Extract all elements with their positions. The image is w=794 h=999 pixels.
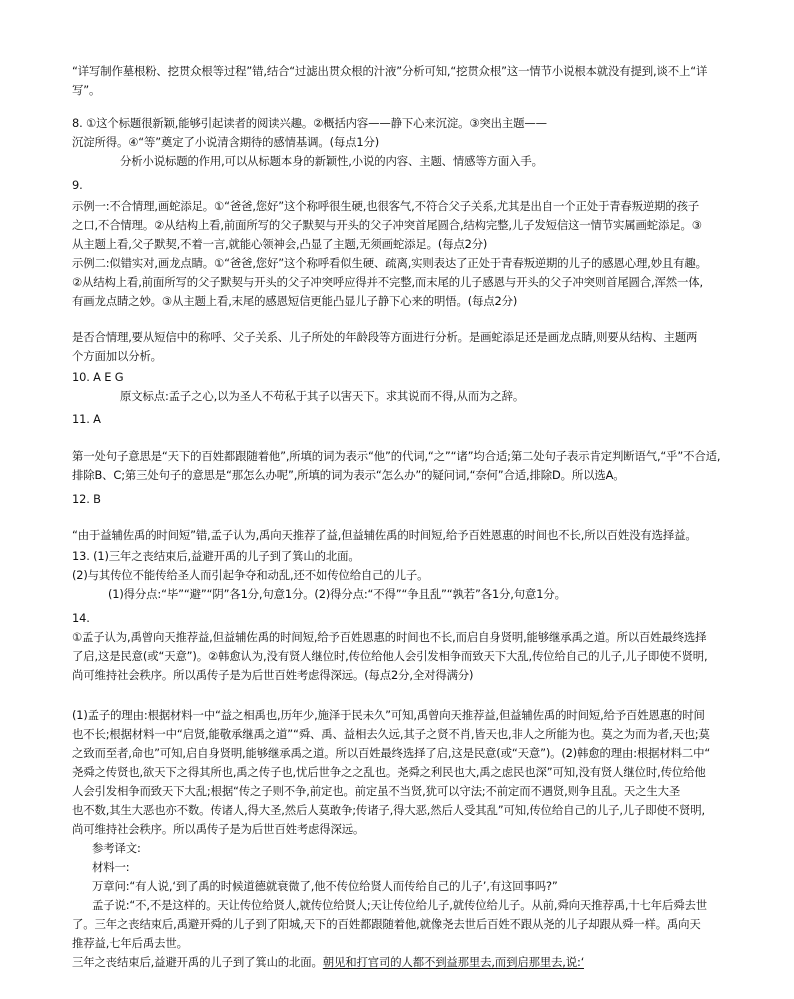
text-line: 也不长;根据材料一中“启贤,能敬承继禹之道”“舜、禹、益相去久远,其子之贤不肖,皆天也,非人之所能为也。莫之为而为者,天也;莫 xyxy=(72,727,710,741)
text-line: 之致而至者,命也”可知,启自身贤明,能够继承禹之道。所以百姓最终选择了启,这是民意(或“天意”)。(2)韩愈的理由:根据材料二中“ xyxy=(72,746,711,760)
text-line: 写”。 xyxy=(72,83,101,97)
text-line: 沉淀所得。④“等”奠定了小说清含期待的感情基调。(每点1分) xyxy=(72,135,380,149)
text-line: 万章问:“有人说,‘到了禹的时候道德就衰微了,他不传位给贤人而传给自己的儿子’,有这回事吗?” xyxy=(92,879,558,893)
text-line: 参考译文: xyxy=(92,841,141,855)
text-line: (1)得分点:“毕”“避”“阴”各1分,句意1分。(2)得分点:“不得”“争且乱”“孰若”各1分,句意1分。 xyxy=(108,587,566,601)
text-line: 也不数,其生大恶也亦不数。传诸人,得大圣,然后人莫敢争;传诸子,得大恶,然后人受其乱”可知,传位给自己的儿子,儿子即使不贤明, xyxy=(72,803,705,817)
text-line: 是否合情理,要从短信中的称呼、父子关系、儿子所处的年龄段等方面进行分析。是画蛇添足还是画龙点睛,则要从结构、主题两 xyxy=(72,330,698,344)
text-line: 原文标点:孟子之心,以为圣人不苟私于其子以害天下。求其说而不得,从而为之辞。 xyxy=(120,389,525,403)
text-line: (2)与其传位不能传给圣人而引起争夺和动乱,还不如传位给自己的儿子。 xyxy=(72,568,429,582)
text-line: 示例二:似错实对,画龙点睛。①“爸爸,您好”这个称呼看似生硬、疏离,实则表达了正处于青春叛逆期的儿子的感恩心理,妙且有趣。 xyxy=(72,256,707,270)
text-segment: 三年之丧结束后,益避开禹的儿子到了箕山的北面。 xyxy=(72,955,323,969)
text-line: (1)孟子的理由:根据材料一中“益之相禹也,历年少,施泽于民未久”可知,禹曾向天推荐益,但益辅佐禹的时间短,给予百姓恩惠的时间 xyxy=(72,708,705,722)
text-line: 分析小说标题的作用,可以从标题本身的新颖性,小说的内容、主题、情感等方面入手。 xyxy=(120,154,543,168)
text-line: 了启,这是民意(或“天意”)。②韩愈认为,没有贤人继位时,传位给他人会引发相争而致天下大乱,传位给自己的儿子,儿子即使不贤明, xyxy=(72,649,708,663)
text-line: 9. xyxy=(72,178,83,192)
text-line: 从主题上看,父子默契,不着一言,就能心领神会,凸显了主题,无须画蛇添足。(每点2分) xyxy=(72,237,488,251)
text-line: 排除B、C;第三处句子的意思是“那怎么办呢”,所填的词为表示“怎么办”的疑问词,“奈何”合适,排除D。所以选A。 xyxy=(72,468,625,482)
text-line-last xyxy=(72,954,584,970)
text-line: 个方面加以分析。 xyxy=(72,349,162,363)
text-line: 8. ①这个标题很新颖,能够引起读者的阅读兴趣。②概括内容——静下心来沉淀。③突出主题—— xyxy=(72,116,547,130)
text-line: 第一处句子意思是“天下的百姓都跟随着他”,所填的词为表示“他”的代词,“之”“诸”均合适;第二处句子表示肯定判断语气,“乎”不合适, xyxy=(72,449,721,463)
text-line: 了。三年之丧结束后,禹避开舜的儿子到了阳城,天下的百姓都跟随着他,就像尧去世后百姓不跟从尧的儿子却跟从舜一样。禹向天 xyxy=(72,917,701,931)
text-line: 12. B xyxy=(72,492,101,506)
text-line: 11. A xyxy=(72,412,101,426)
text-line: 有画龙点睛之妙。③从主题上看,末尾的感恩短信更能凸显儿子静下心来的明悟。(每点2分) xyxy=(72,294,518,308)
text-line: 尧舜之传贤也,欲天下之得其所也,禹之传子也,忧后世争之之乱也。尧舜之利民也大,禹之虑民也深”可知,没有贤人继位时,传位给他 xyxy=(72,765,706,779)
text-line: 孟子说:“不,不是这样的。天让传位给贤人,就传位给贤人;天让传位给儿子,就传位给儿子。从前,舜向天推荐禹,十七年后舜去世 xyxy=(92,898,707,912)
text-line: 尚可维持社会秩序。所以禹传子是为后世百姓考虑得深远。 xyxy=(72,822,365,836)
text-line: 14. xyxy=(72,611,90,625)
text-line: 13. (1)三年之丧结束后,益避开禹的儿子到了箕山的北面。 xyxy=(72,549,360,563)
text-line: “由于益辅佐禹的时间短”错,孟子认为,禹向天推荐了益,但益辅佐禹的时间短,给予百姓恩惠的时间也不长,所以百姓没有选择益。 xyxy=(72,528,697,542)
text-line: 材料一: xyxy=(92,860,130,874)
text-line: 尚可维持社会秩序。所以禹传子是为后世百姓考虑得深远。(每点2分,全对得满分) xyxy=(72,668,474,682)
text-line: 10. A E G xyxy=(72,370,124,384)
text-line: ②从结构上看,前面所写的父子默契与开头的父子冲突呼应得并不完整,而末尾的儿子感恩与开头的父子冲突则首尾圆合,浑然一体, xyxy=(72,275,703,289)
text-line: ①孟子认为,禹曾向天推荐益,但益辅佐禹的时间短,给予百姓恩惠的时间也不长,而启自身贤明,能够继承禹之道。所以百姓最终选择 xyxy=(72,630,707,644)
text-line: “详写制作墓根粉、挖贯众根等过程”错,结合“过滤出贯众根的汁液”分析可知,“挖贯众根”这一情节小说根本就没有提到,谈不上“详 xyxy=(72,64,708,78)
text-line: 示例一:不合情理,画蛇添足。①“爸爸,您好”这个称呼很生硬,也很客气,不符合父子关系,尤其是出自一个正处于青春叛逆期的孩子 xyxy=(72,199,700,213)
text-line: 推荐益,七年后禹去世。 xyxy=(72,936,188,950)
text-line: 之口,不合情理。②从结构上看,前面所写的父子默契与开头的父子冲突首尾圆合,结构完整,儿子发短信这一情节实属画蛇添足。③ xyxy=(72,218,702,232)
text-line: 人会引发相争而致天下大乱;根据“传之子则不争,前定也。前定虽不当贤,犹可以守法;不前定而不遇贤,则争且乱。天之生大圣 xyxy=(72,784,681,798)
underlined-text: 朝见和打官司的人都不到益那里去,而到启那里去,说:‘ xyxy=(322,955,585,969)
